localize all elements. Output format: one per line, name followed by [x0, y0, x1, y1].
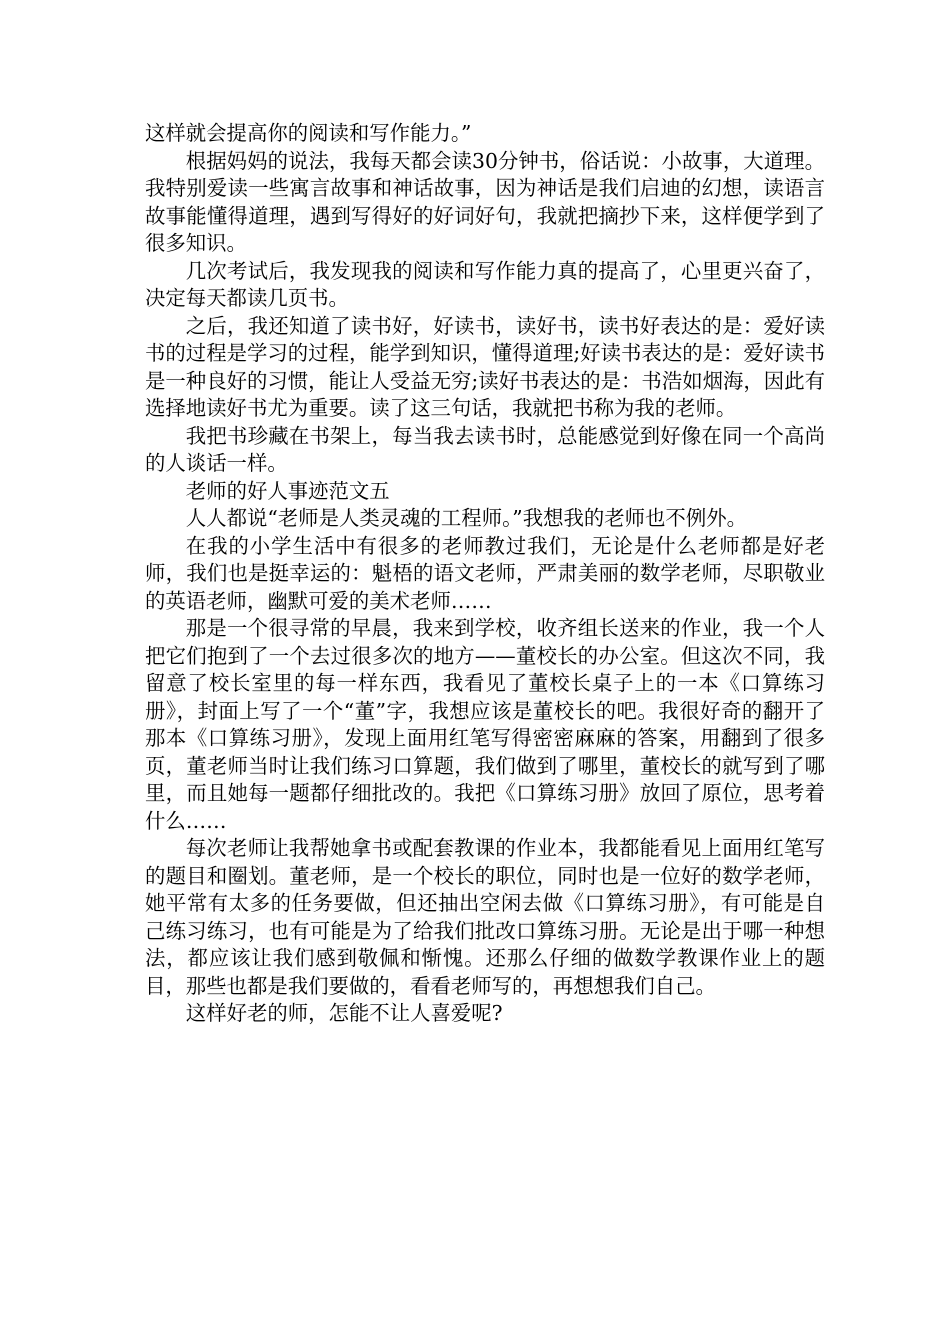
paragraph-red-pen: 每次老师让我帮她拿书或配套教课的作业本，我都能看见上面用红笔写的题目和圈划。董老师，是一个校长的职位，同时也是一位好的数学老师，她平常有太多的任务要做，但还抽出空闲去做《口算练习册》，有可能是自己练习练习，也有可能是为了给我们批改口算练习册。无论是出于哪一种想法，都应该让我们感到敬佩和惭愧。还那么仔细的做数学教课作业上的题目，那些也都是我们要做的，看看老师写的，再想想我们自己。 — [145, 836, 825, 998]
paragraph-closing: 这样好老的师，怎能不让人喜爱呢? — [185, 1001, 503, 1025]
paragraph-continuation: 这样就会提高你的阅读和写作能力。” — [145, 121, 472, 145]
paragraph-engineer-quote: 人人都说“老师是人类灵魂的工程师。”我想我的老师也不例外。 — [185, 506, 747, 530]
paragraph-bookshelf: 我把书珍藏在书架上，每当我去读书时，总能感觉到好像在同一个高尚的人谈话一样。 — [145, 423, 825, 475]
paragraph-teachers-list: 在我的小学生活中有很多的老师教过我们，无论是什么老师都是好老师，我们也是挺幸运的：魁梧的语文老师，严肃美丽的数学老师，尽职敬业的英语老师，幽默可爱的美术老师…… — [145, 533, 825, 613]
paragraph-exam-results: 几次考试后，我发现我的阅读和写作能力真的提高了，心里更兴奋了，决定每天都读几页书。 — [145, 258, 825, 310]
section-heading: 老师的好人事迹范文五 — [185, 478, 390, 503]
paragraph-reading-habit: 根据妈妈的说法，我每天都会读30分钟书，俗话说：小故事，大道理。我特别爱读一些寓言故事和神话故事，因为神话是我们启迪的幻想，读语言故事能懂得道理，遇到写得好的好词好句，我就把摘抄下来，这样便学到了很多知识。 — [145, 148, 825, 255]
paragraph-three-sentences: 之后，我还知道了读书好，好读书，读好书，读书好表达的是：爱好读书的过程是学习的过程，能学到知识，懂得道理;好读书表达的是：爱好读书是一种良好的习惯，能让人受益无穷;读好书表达的是：书浩如烟海，因此有选择地读好书尤为重要。读了这三句话，我就把书称为我的老师。 — [145, 313, 825, 420]
document-page — [145, 120, 825, 1028]
paragraph-principal-office: 那是一个很寻常的早晨，我来到学校，收齐组长送来的作业，我一个人把它们抱到了一个去过很多次的地方——董校长的办公室。但这次不同，我留意了校长室里的每一样东西，我看见了董校长桌子上的一本《口算练习册》，封面上写了一个“董”字，我想应该是董校长的吧。我很好奇的翻开了那本《口算练习册》，发现上面用红笔写得密密麻麻的答案，用翻到了很多页，董老师当时让我们练习口算题，我们做到了哪里，董校长的就写到了哪里，而且她每一题都仔细批改的。我把《口算练习册》放回了原位，思考着什么…… — [145, 616, 825, 833]
